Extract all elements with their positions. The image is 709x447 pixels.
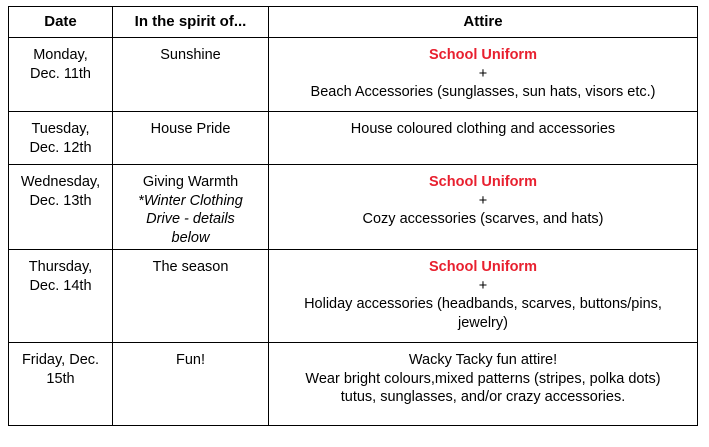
spirit-cell xyxy=(113,165,269,250)
date-cell xyxy=(9,250,113,343)
attire-cell xyxy=(269,165,698,250)
table-row xyxy=(9,112,698,165)
attire-text: Wear bright colours,mixed patterns (stripes, polka dots) xyxy=(305,370,661,387)
school-uniform-label: School Uniform xyxy=(429,259,537,275)
plus-sign: + xyxy=(478,192,488,209)
attire-text: jewelry) xyxy=(458,314,508,331)
header-spirit: In the spirit of... xyxy=(113,7,269,38)
school-uniform-label: School Uniform xyxy=(429,47,537,63)
spirit-cell xyxy=(113,38,269,112)
attire-cell xyxy=(269,112,698,165)
spirit-theme: Sunshine xyxy=(160,47,221,63)
spirit-theme: House Pride xyxy=(150,121,231,137)
header-date: Date xyxy=(9,7,113,38)
spirit-note: *Winter Clothing xyxy=(138,192,243,209)
date-line: Dec. 14th xyxy=(29,277,92,294)
spirit-theme: Fun! xyxy=(175,352,205,368)
date-cell xyxy=(9,38,113,112)
spirit-cell xyxy=(113,112,269,165)
spirit-theme: The season xyxy=(152,259,229,275)
spirit-note: below xyxy=(171,229,210,246)
plus-sign: + xyxy=(478,277,488,294)
date-cell xyxy=(9,165,113,250)
table-row xyxy=(9,165,698,250)
date-line: Wednesday, xyxy=(20,174,101,190)
attire-text: House coloured clothing and accessories xyxy=(350,121,616,137)
table-row xyxy=(9,343,698,426)
school-uniform-label: School Uniform xyxy=(429,174,537,190)
date-line: 15th xyxy=(46,370,75,387)
date-cell xyxy=(9,112,113,165)
attire-cell xyxy=(269,343,698,426)
header-row xyxy=(9,7,698,38)
spirit-cell xyxy=(113,343,269,426)
date-line: Tuesday, xyxy=(31,121,90,137)
date-line: Monday, xyxy=(33,47,88,63)
attire-text: tutus, sunglasses, and/or crazy accessories. xyxy=(340,389,626,405)
table-row xyxy=(9,250,698,343)
attire-text: Cozy accessories (scarves, and hats) xyxy=(362,211,604,227)
table-row xyxy=(9,38,698,112)
date-line: Thursday, xyxy=(28,259,93,275)
attire-text: Wacky Tacky fun attire! xyxy=(408,352,558,368)
plus-sign: + xyxy=(478,65,488,82)
date-cell xyxy=(9,343,113,426)
date-line: Dec. 12th xyxy=(29,139,92,156)
header-attire: Attire xyxy=(269,7,698,38)
date-line: Dec. 11th xyxy=(30,65,91,82)
date-line: Dec. 13th xyxy=(29,192,92,209)
attire-cell xyxy=(269,250,698,343)
date-line: Friday, Dec. xyxy=(21,352,100,368)
spirit-theme: Giving Warmth xyxy=(142,174,239,190)
attire-text: Beach Accessories (sunglasses, sun hats, visors etc.) xyxy=(310,84,656,100)
spirit-week-table xyxy=(8,6,698,426)
spirit-cell xyxy=(113,250,269,343)
attire-text: Holiday accessories (headbands, scarves, buttons/pins, xyxy=(304,296,662,312)
attire-cell xyxy=(269,38,698,112)
spirit-note: Drive - details xyxy=(146,211,235,227)
